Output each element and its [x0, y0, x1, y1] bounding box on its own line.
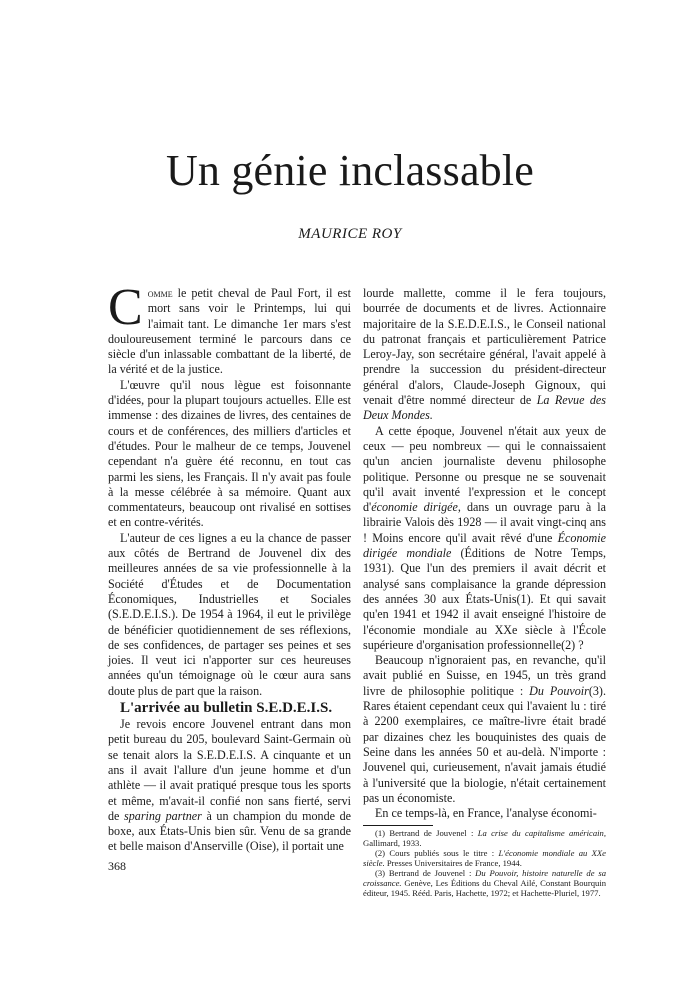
left-column [108, 279, 351, 855]
journal-name: La Revue des Deux Mondes. [363, 393, 606, 423]
italic-phrase: sparing partner [124, 808, 202, 823]
footnote-rule [363, 825, 433, 827]
paragraph-oeuvre: L'œuvre qu'il nous lègue est foisonnante d'idées, pour la plupart toujours actuelles. Elle est immense : des dizaines de livres, des centaines de cours et de conférences, des milliers d'articles et d'études. Pour le malheur de ce temps, Jouvenel cependant n'a guère été reconnu, en tout cas parmi les siens, les Français. Il n'y avait pas foule à la messe célébrée à sa mémoire. Quant aux commentateurs, beaucoup ont rivalisé en sottises et en contre-vérités. [108, 377, 351, 530]
paragraph-economie-dirigee: A cette époque, Jouvenel n'était aux yeux de ceux — peu nombreux — qui le connaissaient qu'un ancien journaliste devenu philosophe politique. Personne ou presque ne se souvenait qu'il avait inventé l'expression et le concept d'économie dirigée, dans un ouvrage paru à la librairie Valois dès 1928 — il avait vingt-cinq ans ! Moins encore qu'il avait rêvé d'une Économie dirigée mondiale (Éditions de Notre Temps, 1931). Que l'un des premiers il avait décrit et analysé sans complaisance la grande dépression des années 30 aux États-Unis(1). Et qui savait qu'en 1941 et 1942 il avait enseigné l'histoire de l'économie mondiale au XXe siècle à l'École supérieure d'organisation professionnelle(2) ? [363, 423, 607, 652]
paragraph-author-memory: L'auteur de ces lignes a eu la chance de passer aux côtés de Bertrand de Jouvenel dix des meilleures années de sa vie professionnelle à la Société d'Études et de Documentation Économiques, Industrielles et Sociales (S.E.D.E.I.S.). De 1954 à 1964, il eut le privilège de bénéficier quotidiennement de ses réflexions, de ses confidences, de partager ses peines et ses joies. Il veut ici n'apporter sur ces heureuses années qu'un témoignage où le cœur aura sans doute plus de part que la raison. [108, 530, 351, 698]
article-author: MAURICE ROY [298, 226, 402, 242]
right-column [363, 286, 606, 898]
footnote-3: (3) Bertrand de Jouvenel : Du Pouvoir, histoire naturelle de sa croissance. Genève, Les Éditions du Cheval Ailé, Constant Bourquin éditeur, 1945. Rééd. Paris, Hachette, 1972; et Hachette-Pluriel, 1977. [363, 868, 606, 899]
paragraph-opening [108, 279, 351, 378]
footnote-2: (2) Cours publiés sous le titre : L'économie mondiale au XXe siècle. Presses Universitaires de France, 1944. [363, 848, 606, 869]
opening-word: omme [147, 286, 173, 300]
article-title: Un génie inclassable [165, 146, 535, 195]
footnote-1: (1) Bertrand de Jouvenel : La crise du capitalisme américain, Gallimard, 1933. [363, 828, 606, 849]
paragraph-text: le petit cheval de Paul Fort, il est mort sans voir le Printemps, lui qui l'aimait tant. Le dimanche 1er mars s'est douloureusement terminé le parcours dans ce siècle d'un inlassable combattant de la liberté, de la vérité et de la justice. [108, 286, 351, 377]
paragraph-arrival-continued: lourde mallette, comme il le fera toujours, bourrée de documents et de livres. Actionnaire majoritaire de la S.E.D.E.I.S., le Conseil national du patronat français et particulièrement Patrice Leroy-Jay, son secrétaire général, l'avait appelé à prendre la succession du président-directeur général d'alors, Claude-Joseph Gignoux, qui venait d'être nommé directeur de La Revue des Deux Mondes. [363, 286, 606, 423]
page-number: 368 [108, 859, 126, 873]
paragraph-arrival: Je revois encore Jouvenel entrant dans mon petit bureau du 205, boulevard Saint-Germain où se tenait alors la S.E.D.E.I.S. A cinquante et un ans il avait l'allure d'un jeune homme et d'un athlète — il avait pratiqué presque tous les sports et même, m'avait-il confié non sans fierté, servi de sparing partner à un champion du monde de boxe, aux États-Unis bien sûr. Venu de sa grande et belle maison d'Anserville (Oise), il portait une [108, 717, 351, 854]
paragraph-du-pouvoir: Beaucoup n'ignoraient pas, en revanche, qu'il avait publié en Suisse, en 1945, un très grand livre de philosophie politique : Du Pouvoir(3). Rares étaient cependant ceux qui l'avaient lu : tiré à 2200 exemplaires, ce maître-livre était bradé par dizaines chez les bouquinistes des quais de Seine dans les années 50 et au-delà. N'importe : Jouvenel qui, curieusement, n'avait jamais étudié à l'université que la biologie, n'était certainement pas un économiste. [363, 653, 606, 805]
footnotes [363, 828, 606, 898]
paragraph-analysis: En ce temps-là, en France, l'analyse économi- [375, 806, 597, 821]
drop-cap: C [108, 279, 143, 336]
section-heading: L'arrivée au bulletin S.E.D.E.I.S. [120, 700, 333, 717]
